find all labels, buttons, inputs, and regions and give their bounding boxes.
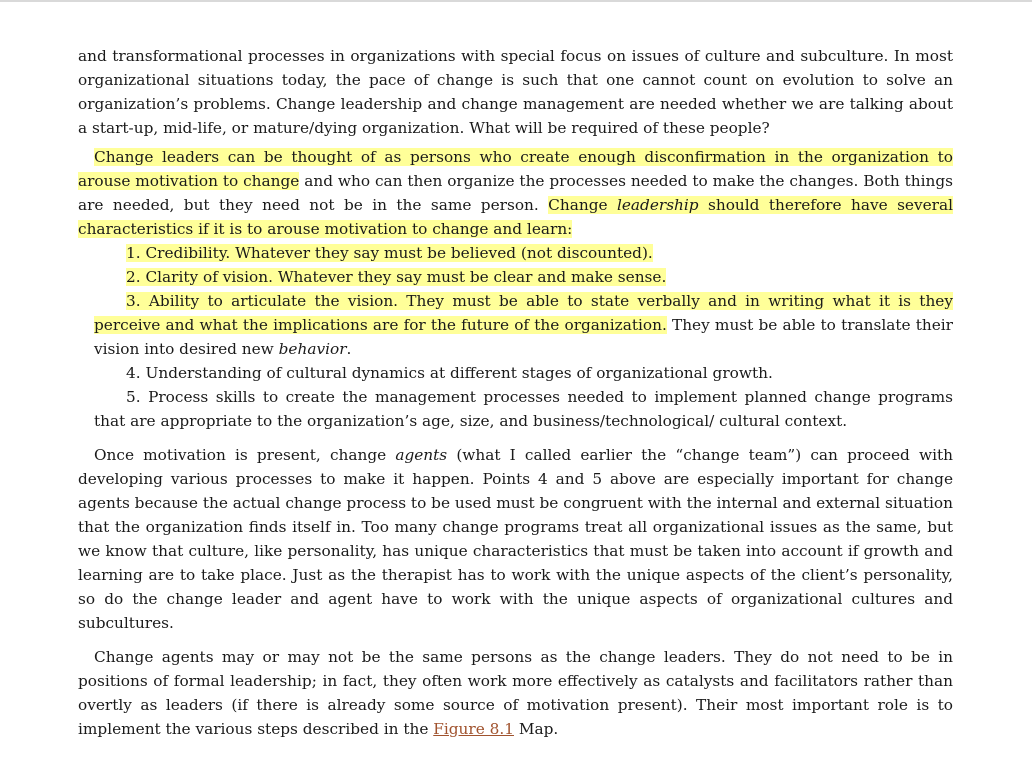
paragraph-change-agents: Once motivation is present, change agents (what I called earlier the “change team”) can proceed with developing various processes to make it happen. Points 4 and 5 above are especially important for change agents because the actual change process to be used must be congruent with the internal and external situation that the organization finds itself in. Too many change programs treat all organizational issues as the same, but we know that culture, like personality, has unique characteristics that must be taken into account if growth and learning are to take place. Just as the therapist has to work with the unique aspects of the client’s personality, so do the change leader and agent have to work with the unique aspects of organizational cultures and subcultures.	[78, 446, 953, 632]
paragraph-roles: Change agents may or may not be the same persons as the change leaders. They do not need to be in positions of formal leadership; in fact, they often work more effectively as catalysts and facilitators rather than overtly as leaders (if there is already some source of motivation present). Their most important role is to implement the various steps described in the Figure 8.1 Map.	[78, 648, 953, 738]
highlight: 1. Credibility. Whatever they say must be believed (not discounted).	[126, 244, 653, 262]
highlight: 2. Clarity of vision. Whatever they say must be clear and make sense.	[126, 268, 667, 286]
highlight: Change leaders can be thought of as persons who create enough disconfirmation in the organization to arouse motivation to change	[78, 148, 953, 190]
paragraph-change-leaders: Change leaders can be thought of as persons who create enough disconfirmation in the organization to arouse motivation to change and who can then organize the processes needed to make the changes. Both things are needed, but they need not be in the same person. Change leadership should therefore have several characteristics if it is to arouse motivation to change and learn:	[78, 148, 953, 238]
list-item-credibility	[94, 241, 953, 265]
body-text	[78, 44, 953, 741]
paragraph-intro: and transformational processes in organizations with special focus on issues of culture and subculture. In most organizational situations today, the pace of change is such that one cannot count on evolution to solve an organization’s problems. Change leadership and change management are needed whether we are talking about a start-up, mid-life, or mature/dying organization. What will be required of these people?	[78, 47, 953, 137]
highlight: Change leadership should therefore have several characteristics if it is to arouse motivation to change and learn:	[78, 196, 953, 238]
list-item-process-skills: 5. Process skills to create the management processes needed to implement planned change programs that are appropriate to the organization’s age, size, and business/technological/ cultural context.	[94, 388, 953, 430]
list-item-articulate: 3. Ability to articulate the vision. They must be able to state verbally and in writing what it is they perceive and what the implications are for the future of the organization. They must be able to translate their vision into desired new behavior.	[94, 292, 953, 358]
list-item-cultural-dynamics: 4. Understanding of cultural dynamics at different stages of organizational growth.	[126, 364, 773, 382]
figure-link[interactable]: Figure 8.1	[433, 720, 514, 738]
highlight: 3. Ability to articulate the vision. They must be able to state verbally and in writing what it is they perceive and what the implications are for the future of the organization.	[94, 292, 953, 334]
list-item-clarity	[94, 265, 953, 289]
